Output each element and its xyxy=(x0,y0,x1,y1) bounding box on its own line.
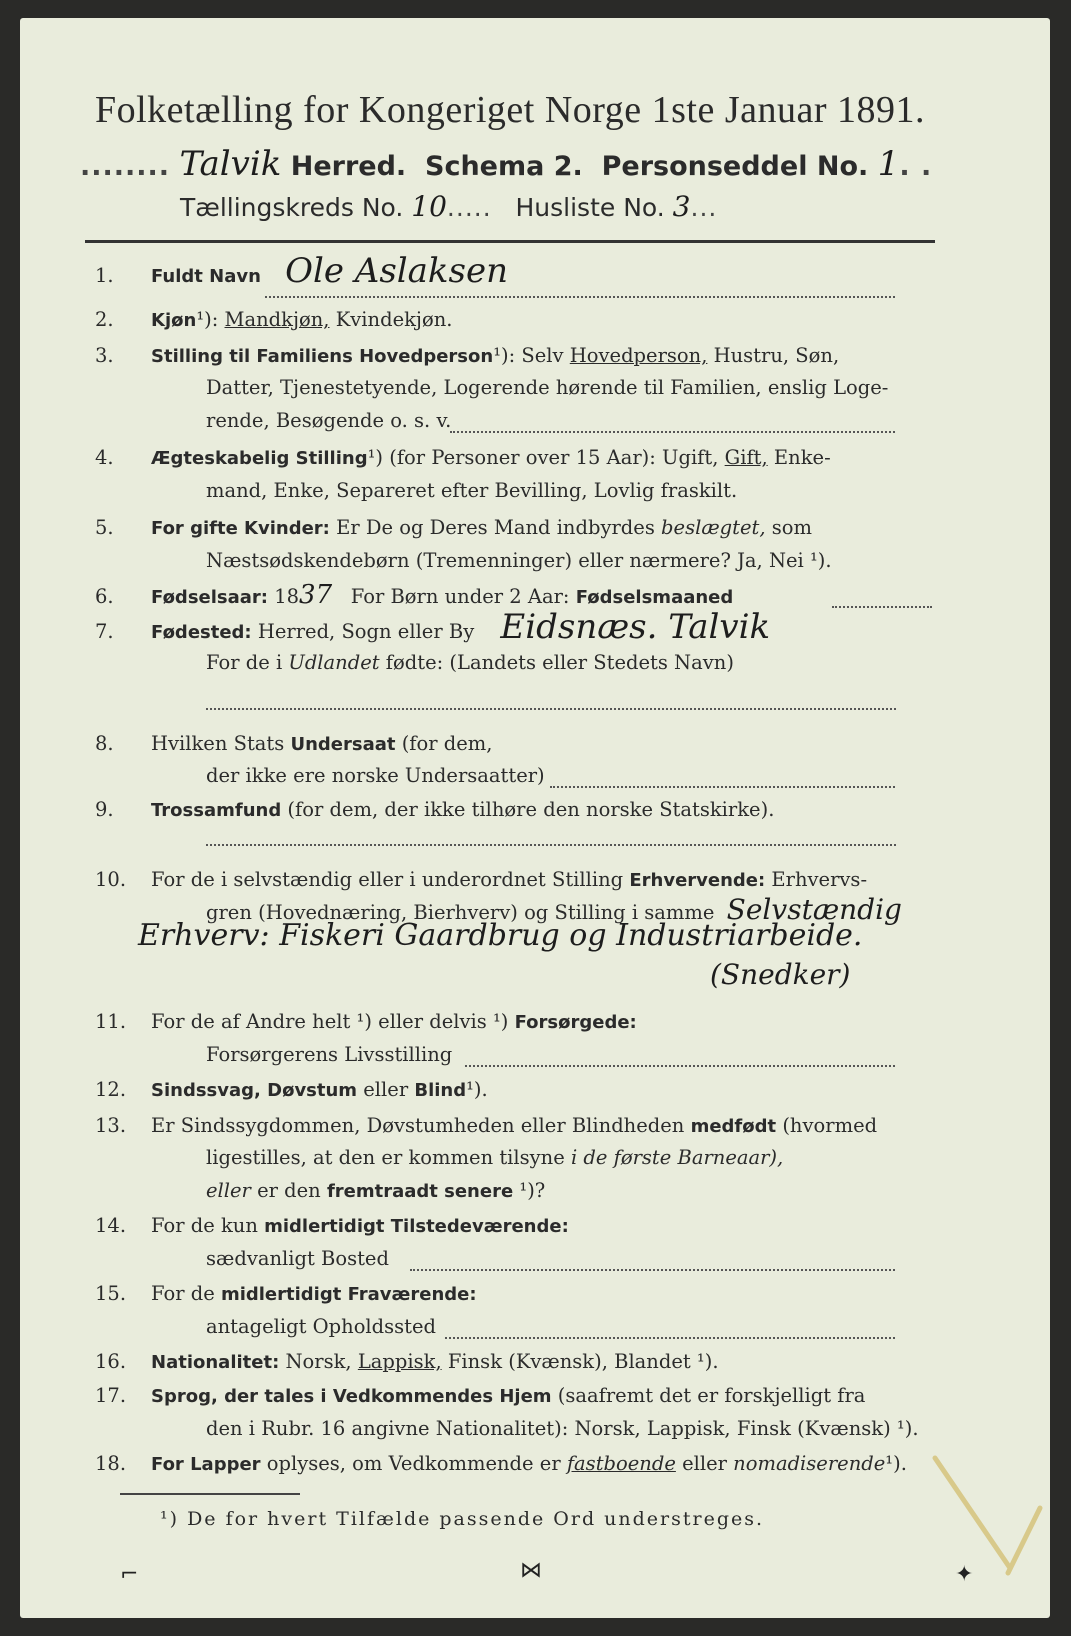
item-number: 5. xyxy=(95,516,114,539)
kreds-label: Tællingskreds No. xyxy=(180,193,404,222)
item-9 xyxy=(95,794,955,826)
item-label: Ægteskabelig Stilling xyxy=(151,448,368,469)
occupation-value: Erhverv: Fiskeri Gaardbrug og Industriarbeide. xyxy=(138,918,863,953)
item-number: 11. xyxy=(95,1010,127,1033)
item-label: Blind xyxy=(414,1080,467,1101)
corner-mark: ⌐ xyxy=(120,1562,139,1587)
item-label: Stilling til Familiens Hovedperson xyxy=(151,346,494,367)
item-8 xyxy=(95,728,955,760)
option: Finsk (Kvænsk), Blandet ¹). xyxy=(447,1350,719,1373)
item-number: 7. xyxy=(95,620,114,643)
option: Kvindekjøn. xyxy=(335,308,453,331)
birth-year-value: 37 xyxy=(299,580,333,610)
item-17 xyxy=(95,1380,955,1412)
item-number: 6. xyxy=(95,585,114,608)
item-text: (saafremt det er forskjelligt fra xyxy=(557,1384,866,1407)
item-number: 4. xyxy=(95,446,114,469)
item-number: 3. xyxy=(95,344,114,367)
husliste-label: Husliste No. xyxy=(515,193,665,222)
option: Hustru, Søn, xyxy=(713,344,840,367)
item-italic: i de første Barneaar), xyxy=(570,1146,784,1169)
item-number: 18. xyxy=(95,1452,127,1475)
item-number: 8. xyxy=(95,732,114,755)
birthplace-value: Eidsnæs. Talvik xyxy=(500,607,771,647)
herred-label: Herred. xyxy=(290,151,407,182)
year-prefix: 18 xyxy=(274,585,300,608)
item-text: Hvilken Stats xyxy=(151,732,285,755)
item-18 xyxy=(95,1448,955,1480)
personseddel-value: 1 xyxy=(877,144,900,184)
herred-value: Talvik xyxy=(179,144,282,184)
item-text: ligestilles, at den er kommen tilsyne xyxy=(206,1146,565,1169)
dotted-line xyxy=(550,786,895,788)
dotted-line xyxy=(465,1065,895,1067)
item-text: For de kun xyxy=(151,1214,258,1237)
corner-mark: ✦ xyxy=(955,1562,974,1587)
husliste-value: 3 xyxy=(672,190,691,223)
item-text: For de i xyxy=(206,651,283,674)
center-mark: ⋈ xyxy=(520,1558,542,1583)
kreds-value: 10 xyxy=(411,190,447,223)
dotted-line xyxy=(445,1337,895,1339)
item-label: Sindssvag, Døvstum xyxy=(151,1080,358,1101)
item-4 xyxy=(95,442,955,474)
item-label: For Lapper xyxy=(151,1454,261,1475)
selected-option: Mandkjøn, xyxy=(224,308,330,331)
item-label: fremtraadt senere xyxy=(326,1181,514,1202)
item-text: For de i selvstændig eller i underordnet Stilling xyxy=(151,868,624,891)
item-2 xyxy=(95,304,955,336)
personseddel-label: Personseddel No. xyxy=(601,151,869,182)
item-number: 17. xyxy=(95,1384,127,1407)
item-11 xyxy=(95,1006,955,1038)
superscript: ¹): xyxy=(196,308,219,331)
item-number: 9. xyxy=(95,798,114,821)
census-form xyxy=(20,18,1050,1618)
item-label: medfødt xyxy=(690,1116,777,1137)
occupation-detail-value: (Snedker) xyxy=(710,958,851,991)
item-10 xyxy=(95,864,955,896)
footnote-divider xyxy=(120,1493,300,1495)
item-15-line-2: antageligt Opholdssted xyxy=(206,1315,437,1338)
item-label: Sprog, der tales i Vedkommendes Hjem xyxy=(151,1386,552,1407)
item-text: For Børn under 2 Aar: xyxy=(350,585,570,608)
item-text: Erhvervs- xyxy=(771,868,868,891)
item-label: Fuldt Navn xyxy=(151,266,261,287)
option: Selv xyxy=(521,344,564,367)
item-number: 2. xyxy=(95,308,114,331)
item-label: For gifte Kvinder: xyxy=(151,518,330,539)
option: Enke- xyxy=(773,446,831,469)
item-text: oplyses, om Vedkommende er xyxy=(266,1452,561,1475)
item-text: Er De og Deres Mand indbyrdes xyxy=(336,516,655,539)
item-5-line-2: Næstsødskendebørn (Tremenninger) eller nærmere? Ja, Nei ¹). xyxy=(206,549,832,572)
item-number: 15. xyxy=(95,1282,127,1305)
item-4-line-2: mand, Enke, Separeret efter Bevilling, Lovlig fraskilt. xyxy=(206,479,738,502)
dotted-line xyxy=(206,708,896,710)
item-italic: nomadiserende xyxy=(733,1452,886,1475)
option: Norsk, xyxy=(285,1350,352,1373)
selected-option: Hovedperson, xyxy=(569,344,708,367)
item-number: 1. xyxy=(95,264,114,287)
dotted-line xyxy=(450,431,895,433)
item-italic: Udlandet xyxy=(288,651,380,674)
item-14 xyxy=(95,1210,955,1242)
item-number: 14. xyxy=(95,1214,127,1237)
item-text: For de xyxy=(151,1282,215,1305)
item-number: 12. xyxy=(95,1078,127,1101)
dotted-line xyxy=(410,1269,895,1271)
item-11-line-2: Forsørgerens Livsstilling xyxy=(206,1043,453,1066)
item-text: fødte: (Landets eller Stedets Navn) xyxy=(385,651,734,674)
footnote: ¹) De for hvert Tilfælde passende Ord understreges. xyxy=(160,1508,765,1530)
superscript: ¹): xyxy=(493,344,516,367)
item-text: eller xyxy=(682,1452,727,1475)
dotted-line xyxy=(832,606,932,608)
superscript: ¹) xyxy=(367,446,384,469)
item-label: Nationalitet: xyxy=(151,1352,280,1373)
item-label: midlertidigt Fraværende: xyxy=(220,1284,477,1305)
item-text: (for dem, der ikke tilhøre den norske Statskirke). xyxy=(287,798,775,821)
item-3 xyxy=(95,340,955,372)
item-15 xyxy=(95,1278,955,1310)
item-italic: beslægtet, xyxy=(661,516,766,539)
form-title: Folketælling for Kongeriget Norge 1ste Januar 1891. xyxy=(94,89,926,131)
item-label: Forsørgede: xyxy=(514,1012,637,1033)
name-value: Ole Aslaksen xyxy=(285,251,509,291)
item-3-line-2: Datter, Tjenestetyende, Logerende hørende til Familien, enslig Loge- xyxy=(206,376,889,399)
item-1 xyxy=(95,251,955,292)
item-italic: eller xyxy=(206,1179,251,1202)
item-label: Fødselsaar: xyxy=(151,587,268,608)
item-8-line-2: der ikke ere norske Undersaatter) xyxy=(206,764,545,787)
item-text: (hvormed xyxy=(782,1114,878,1137)
header-line-herred: ........ Talvik Herred. Schema 2. Personseddel No. 1. . xyxy=(80,144,933,184)
item-text: er den xyxy=(257,1179,321,1202)
dotted-line xyxy=(206,844,896,846)
pencil-check-mark xyxy=(930,1448,1050,1588)
occupation-status-value: Selvstændig xyxy=(726,893,902,926)
item-3-line-3: rende, Besøgende o. s. v. xyxy=(206,409,452,432)
header-divider xyxy=(85,240,935,243)
item-5 xyxy=(95,512,955,544)
item-label: Erhvervende: xyxy=(629,870,766,891)
item-13 xyxy=(95,1110,955,1142)
item-label: Fødselsmaaned xyxy=(575,587,734,608)
item-text: Herred, Sogn eller By xyxy=(257,620,475,643)
item-14-line-2: sædvanligt Bosted xyxy=(206,1247,389,1270)
item-text: som xyxy=(771,516,812,539)
item-label: Undersaat xyxy=(290,734,396,755)
item-text: ¹). xyxy=(885,1452,907,1475)
item-text: gren (Hovednæring, Bierhverv) og Stilling i samme xyxy=(206,901,715,924)
option: (for Personer over 15 Aar): Ugift, xyxy=(389,446,719,469)
selected-option: Gift, xyxy=(724,446,768,469)
item-17-line-2: den i Rubr. 16 angivne Nationalitet): Norsk, Lappisk, Finsk (Kvænsk) ¹). xyxy=(206,1417,919,1440)
schema-label: Schema 2. xyxy=(425,151,583,182)
item-label: Kjøn xyxy=(151,310,197,331)
item-text: Er Sindssygdommen, Døvstumheden eller Blindheden xyxy=(151,1114,685,1137)
item-text: (for dem, xyxy=(401,732,493,755)
item-number: 13. xyxy=(95,1114,127,1137)
selected-option: Lappisk, xyxy=(357,1350,442,1373)
item-number: 10. xyxy=(95,868,127,891)
item-text: ¹)? xyxy=(519,1179,546,1202)
item-7-line-2 xyxy=(206,647,734,678)
item-12 xyxy=(95,1074,955,1106)
item-label: Fødested: xyxy=(151,622,252,643)
dotted-line xyxy=(265,296,895,298)
item-text: For de af Andre helt ¹) eller delvis ¹) xyxy=(151,1010,509,1033)
header-line-kreds: Tællingskreds No. 10..... Husliste No. 3... xyxy=(180,190,718,223)
selected-option: fastboende xyxy=(566,1452,676,1475)
item-text: ¹). xyxy=(466,1078,488,1101)
item-13-line-3 xyxy=(206,1175,545,1207)
item-text: eller xyxy=(363,1078,409,1101)
item-label: midlertidigt Tilstedeværende: xyxy=(264,1216,569,1237)
item-number: 16. xyxy=(95,1350,127,1373)
item-7 xyxy=(95,607,955,648)
item-16 xyxy=(95,1346,955,1378)
item-label: Trossamfund xyxy=(151,800,282,821)
item-13-line-2 xyxy=(206,1142,783,1173)
